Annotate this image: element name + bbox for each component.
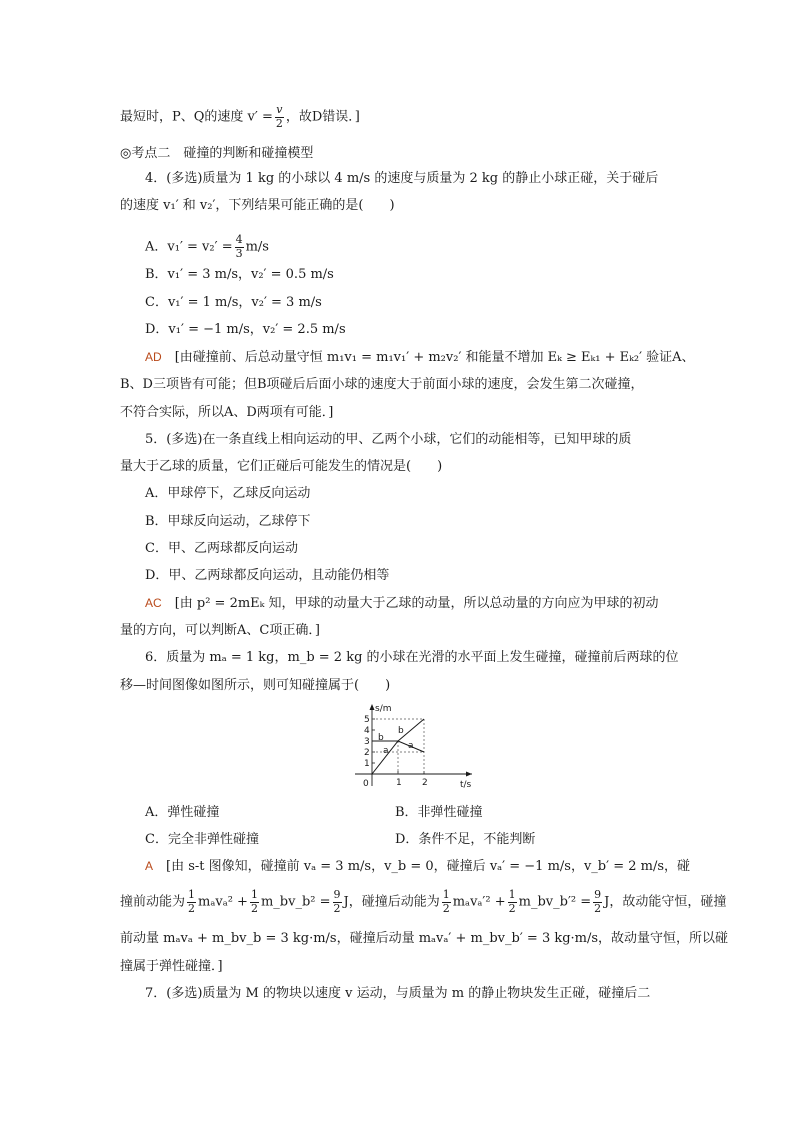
q4-solution-line1: AD [由碰撞前、后总动量守恒 m₁v₁ = m₁v₁′ + m₂v₂′ 和能量不增加 Eₖ ≥ Eₖ₁ + Eₖ₂′ 验证A、: [145, 350, 695, 365]
q6-answer: A: [145, 859, 154, 873]
y-tick-label-4: 4: [364, 726, 370, 736]
y-axis-arrow: [370, 704, 375, 710]
q6-line1: 6．质量为 mₐ = 1 kg，m_b = 2 kg 的小球在光滑的水平面上发生碰撞，碰撞前后两球的位: [145, 650, 679, 665]
q6-line2: 移—时间图像如图所示，则可知碰撞属于( ): [120, 678, 391, 693]
label-a-after: a: [408, 741, 414, 751]
fraction: $\frac{v}{2}$: [275, 103, 283, 130]
x-axis-arrow: [466, 772, 472, 777]
q6-solution-line1: A [由 s-t 图像知，碰撞前 vₐ = 3 m/s，v_b = 0，碰撞后 vₐ′ = −1 m/s，v_b′ = 2 m/s，碰: [145, 859, 691, 874]
q6-option-d: D．条件不足，不能判断: [395, 832, 536, 847]
y-tick-label-2: 2: [364, 748, 370, 758]
q6-option-b: B．非弹性碰撞: [395, 805, 483, 820]
q5-option-b: B．甲球反向运动，乙球停下: [145, 514, 311, 529]
q5-solution-line2: 量的方向，可以判断A、C项正确．]: [120, 623, 320, 638]
q4-solution-line3: 不符合实际，所以A、D两项有可能．]: [120, 405, 334, 420]
y-tick-label-1: 1: [364, 759, 370, 769]
text: 最短时，P、Q的速度 v′ =: [120, 109, 273, 125]
q4-line2: 的速度 v₁′ 和 v₂′，下列结果可能正确的是( ): [120, 198, 395, 213]
q6-solution-line2: 撞前动能为 $\frac{1}{2}$ mₐvₐ² + $\frac{1}{2}$ m_bv_b² = $\frac{9}{2}$ J，碰撞后动能为 $\frac{1}{2}$ mₐvₐ′² + $\frac{1}{2}$ m_bv_b′² = $\frac{9}{2}$ J，故动能守恒，碰撞: [120, 888, 727, 915]
section-heading: ◎考点二 碰撞的判断和碰撞模型: [120, 146, 314, 161]
y-tick-label-3: 3: [364, 737, 370, 747]
text: ，故D错误．]: [285, 109, 360, 125]
q4-line1: 4．(多选)质量为 1 kg 的小球以 4 m/s 的速度与质量为 2 kg 的静止小球正碰，关于碰后: [145, 171, 659, 186]
q5-option-d: D．甲、乙两球都反向运动，且动能仍相等: [145, 568, 390, 583]
x-tick-label-1: 1: [396, 778, 402, 788]
q4-option-d: D．v₁′ = −1 m/s，v₂′ = 2.5 m/s: [145, 322, 346, 337]
q5-answer: AC: [145, 596, 162, 610]
x-tick-label-2: 2: [422, 778, 428, 788]
q4-option-a: A．v₁′ = v₂′ = $\frac{4}{3}$ m/s: [145, 233, 269, 260]
q6-option-a: A．弹性碰撞: [145, 805, 220, 820]
q6-solution-line3: 前动量 mₐvₐ + m_bv_b = 3 kg·m/s，碰撞后动量 mₐvₐ′ + m_bv_b′ = 3 kg·m/s，故动量守恒，所以碰: [120, 931, 729, 946]
label-b-after: b: [398, 726, 404, 736]
q4-option-c: C．v₁′ = 1 m/s，v₂′ = 3 m/s: [145, 295, 322, 310]
q4-option-b: B．v₁′ = 3 m/s，v₂′ = 0.5 m/s: [145, 267, 334, 282]
q5-option-a: A．甲球停下，乙球反向运动: [145, 486, 311, 501]
label-a-before: a: [383, 746, 389, 756]
q5-option-c: C．甲、乙两球都反向运动: [145, 541, 298, 556]
y-tick-label-5: 5: [364, 715, 370, 725]
label-b-before: b: [378, 733, 384, 743]
q5-line2: 量大于乙球的质量，它们正碰后可能发生的情况是( ): [120, 459, 443, 474]
q6-option-c: C．完全非弹性碰撞: [145, 832, 259, 847]
position-time-graph: [350, 702, 480, 792]
q7-line1: 7．(多选)质量为 M 的物块以速度 v 运动，与质量为 m 的静止物块发生正碰，碰撞后二: [145, 986, 651, 1001]
q5-solution-line1: AC [由 p² = 2mEₖ 知，甲球的动量大于乙球的动量，所以总动量的方向应为甲球的初动: [145, 596, 659, 611]
q5-line1: 5．(多选)在一条直线上相向运动的甲、乙两个小球，它们的动能相等，已知甲球的质: [145, 432, 632, 447]
q6-solution-line4: 撞属于弹性碰撞．]: [120, 959, 223, 974]
y-axis-label: s/m: [375, 704, 392, 714]
continuation-line: [120, 104, 360, 130]
q4-answer: AD: [145, 350, 162, 364]
origin-label: 0: [363, 779, 369, 789]
q4-solution-line2: B、D三项皆有可能；但B项碰后后面小球的速度大于前面小球的速度，会发生第二次碰撞，: [120, 377, 644, 392]
x-axis-label: t/s: [460, 780, 472, 790]
